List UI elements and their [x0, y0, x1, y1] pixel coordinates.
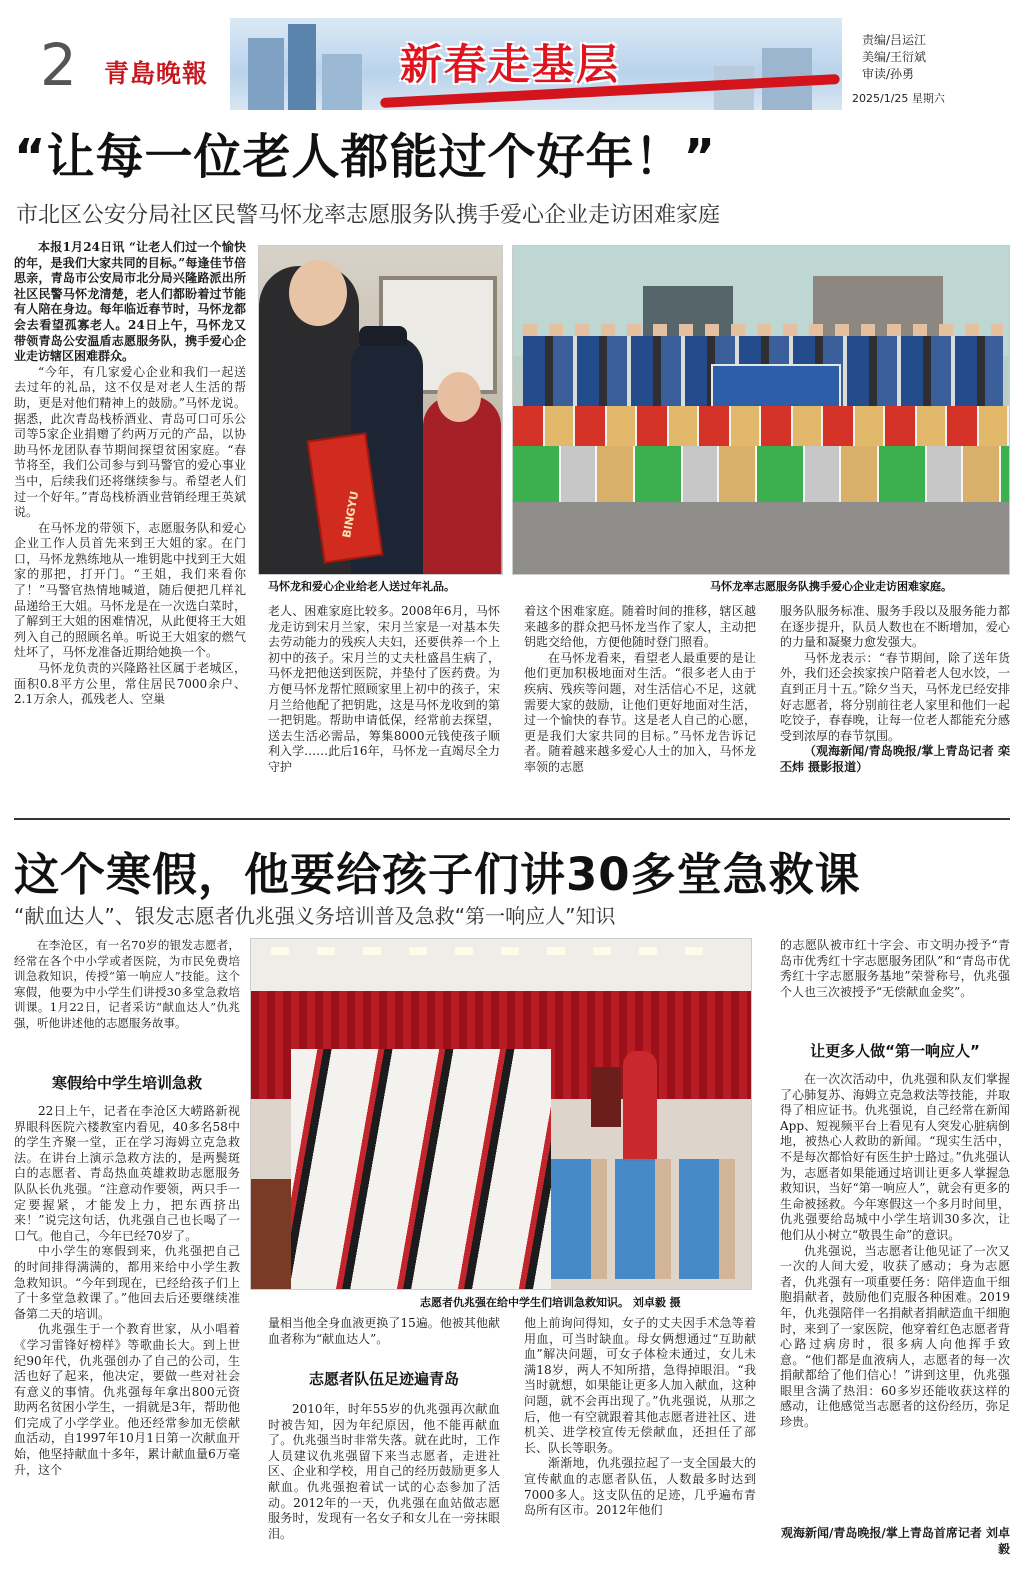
story2-column-4-top — [780, 938, 1010, 1018]
story1-paragraph: 本报1月24日讯 “让老人们过一个愉快的年，是我们大家共同的目标。”每逢佳节倍思亲，青岛市公安局市北分局兴隆路派出所社区民警马怀龙清楚，老人们都盼着过节能有人陪在身边。每年临近春节时，马怀龙都会去看望孤寡老人。24日上午，马怀龙又带领青岛公安温盾志愿服务队，携手爱心企业走访辖区困难群众。 — [14, 240, 246, 364]
story2-paragraph: 在一次次活动中，仇兆强和队友们掌握了心肺复苏、海姆立克急救法等技能，并取得了相应证书。仇兆强说，自己经常在新闻App、短视频平台上看见有人突发心脏病倒地，被热心人救助的新闻。“现实生活中，不是每次都恰好有医生护士路过。”仇兆强认为，志愿者如果能通过培训让更多人掌握急救知识，当好“第一响应人”，就会有更多的生命被拯救。今年寒假这一个多月时间里，仇兆强要给岛城中小学生培训30多次，让他们从小树立“敬畏生命”的意识。 — [780, 1072, 1010, 1242]
story2-paragraph: 22日上午，记者在李沧区大崂路新视界眼科医院六楼教室内看见，40多名58中的学生齐聚一堂，正在学习海姆立克急救法。在讲台上演示急救方法的，是两鬓斑白的志愿者、青岛热血英雄救助志愿服务队队长仇兆强。“注意动作要领，两只手一定要握紧，才能发上力，把东西挤出来！”说完这句话，仇兆强自己也长喝了一口气。他自己，今年已经70岁了。 — [14, 1104, 240, 1243]
story1-column-4 — [780, 604, 1010, 810]
editor-credits — [862, 32, 926, 83]
banner-building — [288, 24, 316, 110]
story2-section2-title: 志愿者队伍足迹遍青岛 — [308, 1370, 459, 1388]
story1-byline: （观海新闻/青岛晚报/掌上青岛记者 栾丕炜 摄影报道） — [780, 744, 1010, 774]
story2-column-3 — [524, 1316, 756, 1564]
story2-column-1 — [14, 1104, 240, 1564]
story2-paragraph: 2010年，时年55岁的仇兆强再次献血时被告知，因为年纪原因，他不能再献血了。仇兆强当时非常失落。就在此时，工作人员建议仇兆强留下来当志愿者，走进社区、企业和学校，用自己的经历鼓励更多人献血。仇兆强抱着试一试的心态参加了活动。2012年的一天，仇兆强在血站做志愿服务时，发现有一名女子和女儿在一旁抹眼泪。 — [268, 1402, 500, 1541]
story2-paragraph: 渐渐地，仇兆强拉起了一支全国最大的宣传献血的志愿者队伍，人数最多时达到7000多人。这支队伍的足迹，几乎遍布青岛所有区市。2012年他们 — [524, 1456, 756, 1518]
photo-gift-boxes — [513, 406, 1009, 446]
story2-column-4 — [780, 1072, 1010, 1524]
photo-elderly-woman — [423, 396, 501, 575]
story2-paragraph: 量相当他全身血液更换了15遍。他被其他献血者称为“献血达人”。 — [268, 1316, 500, 1346]
banner-building — [248, 38, 284, 110]
story2-headline: 这个寒假，他要给孩子们讲30多堂急救课 — [14, 848, 861, 901]
story1-paragraph: 在马怀龙的带领下，志愿服务队和爱心企业工作人员首先来到王大姐的家。在门口，马怀龙熟练地从一堆钥匙中找到王大姐家的那把，打开门。“王姐，我们来看你了！”马警官热情地喊道，随后便把几样礼品递给王大姐。马怀龙是在一次选白菜时，了解到王大姐的困难情况，从此便将王大姐列入自己的照顾名单。听说王大姐家的燃气灶坏了，马怀龙准备近期给她换一个。 — [14, 520, 246, 660]
credit-line: 责编/吕运江 — [862, 33, 927, 47]
photo-ceiling-lights — [271, 947, 731, 955]
story1-paragraph: 马怀龙负责的兴隆路社区属于老城区，面积0.8平方公里，常住居民7000余户、2.1万余人，孤残老人、空巢 — [14, 661, 246, 707]
story1-subheadline: 市北区公安分局社区民警马怀龙率志愿服务队携手爱心企业走访困难家庭 — [16, 203, 721, 228]
story1-photo1-caption: 马怀龙和爱心企业给老人送过年礼品。 — [268, 580, 455, 593]
story2-paragraph: 中小学生的寒假到来，仇兆强把自己的时间排得满满的，都用来给中小学生教急救知识。“今年到现在，已经给孩子们上了十多堂急救课了。”他回去后还要继续准备第二天的培训。 — [14, 1244, 240, 1321]
story-divider — [14, 818, 1010, 820]
story2-paragraph: 仇兆强说，当志愿者让他见证了一次又一次的人间大爱，收获了感动；身为志愿者，仇兆强有一项重要任务：陪伴造血干细胞捐献者，鼓励他们克服各种困难。2019年，仇兆强陪伴一名捐献者捐献造血干细胞时，来到了一家医院，他穿着红色志愿者背心路过病房时，很多病人向他挥手致意。“他们都是血液病人，志愿者的每一次捐献都给了他们信心！”讲到这里，仇兆强眼里含满了热泪：60多岁还能收获这样的感动，让他感觉当志愿者的这份经历，弥足珍贵。 — [780, 1243, 1010, 1430]
photo-gift-boxes — [513, 446, 1009, 502]
page-number: 2 — [40, 31, 77, 99]
photo-students — [291, 1049, 551, 1289]
story2-photo-caption: 志愿者仇兆强在给中学生们培训急救知识。 刘卓毅 摄 — [420, 1296, 681, 1309]
story2-column-2 — [268, 1402, 500, 1564]
credit-line: 审读/孙勇 — [862, 67, 915, 81]
story2-byline: 观海新闻/青岛晚报/掌上青岛首席记者 刘卓毅 — [781, 1526, 1010, 1556]
story1-photo-group — [512, 245, 1010, 575]
story2-section3-title: 让更多人做“第一响应人” — [810, 1042, 980, 1060]
story2-subheadline: “献血达人”、银发志愿者仇兆强义务培训普及急救“第一响应人”知识 — [14, 904, 616, 928]
story1-paragraph: 老人、困难家庭比较多。2008年6月，马怀龙走访到宋月兰家，宋月兰家是一对基本失去劳动能力的残疾人夫妇，还要供养一个上初中的孩子。宋月兰的丈夫杜盛昌生病了，马怀龙把他送到医院，并垫付了医药费。为方便马怀龙帮忙照顾家里上初中的孩子，宋月兰给他配了把钥匙，这是马怀龙收到的第一把钥匙。帮助申请低保，经常前去探望，送去生活必需品，筹集8000元钱使孩子顺利入学……此后16年，马怀龙一直竭尽全力守护 — [268, 604, 500, 774]
story1-column-3 — [524, 604, 756, 810]
gift-box-label: BINGYU — [340, 490, 362, 539]
photo-police-cap — [359, 326, 407, 346]
banner-building — [322, 54, 362, 110]
story1-paragraph: 着这个困难家庭。随着时间的推移，辖区越来越多的群众把马怀龙当作了家人，主动把钥匙交给他，方便他随时登门照看。 — [524, 604, 756, 650]
story1-paragraph: 马怀龙表示：“春节期间，除了送年货外，我们还会挨家挨户陪着老人包水饺，一直到正月十五。”除夕当天，马怀龙已经安排好志愿者，将分别前往老人家里和他们一起吃饺子，春春晚，让每一位老人都能充分感受到浓厚的春节氛围。 — [780, 650, 1010, 743]
photo-ground — [513, 502, 1009, 574]
photo-instructor — [623, 1051, 657, 1161]
story1-photo-gift — [258, 245, 503, 575]
story2-column-2-top — [268, 1316, 500, 1352]
story2-photo-training — [250, 938, 752, 1290]
story1-headline: “让每一位老人都能过个好年！” — [14, 129, 717, 185]
story1-paragraph: 服务队服务标准、服务手段以及服务能力都在逐步提升，队员人数也在不断增加，爱心的力量和凝聚力愈发强大。 — [780, 604, 1010, 650]
story1-paragraph: 在马怀龙看来，看望老人最重要的是让他们更加积极地面对生活。“很多老人由于疾病、残疾等问题，对生活信心不足，这就需要大家的鼓励，让他们更好地面对生活，过一个愉快的春节。这是老人自己的心愿，更是我们大家共同的目标。”马怀龙告诉记者。随着越来越多爱心人士的加入，马怀龙率领的志愿 — [524, 650, 756, 774]
story2-section1-title: 寒假给中学生培训急救 — [51, 1074, 202, 1092]
story2-intro-text: 在李沧区，有一名70岁的银发志愿者，经常在各个中小学或者医院，为市民免费培训急救知识，传授“第一响应人”技能。这个寒假，他要为中小学生们讲授30多堂急救培训课。1月22日，记者采访“献血达人”仇兆强，听他讲述他的志愿服务故事。 — [14, 938, 240, 1030]
story1-column-2 — [268, 604, 500, 810]
photo-podium — [591, 1067, 621, 1127]
issue-date: 2025/1/25 星期六 — [852, 92, 945, 105]
story2-intro — [14, 938, 240, 1062]
credit-line: 美编/王衍斌 — [862, 50, 927, 64]
photo-person-head — [289, 260, 347, 326]
story1-photo2-caption: 马怀龙率志愿服务队携手爱心企业走访困难家庭。 — [710, 580, 952, 593]
newspaper-masthead: 青島晚報 — [104, 59, 209, 88]
banner-title: 新春走基层 — [400, 40, 621, 89]
story2-paragraph: 仇兆强生于一个教育世家，从小唱着《学习雷锋好榜样》等歌曲长大。到上世纪90年代，仇兆强创办了自己的公司，生活也好了起来，他决定，要做一些对社会有意义的事情。仇兆强每年拿出800元资助两名贫困小学生，一捐就是3年，帮助他们完成了小学学业。他还经常参加无偿献血活动，自1997年10月1日第一次献血开始，他坚持献血十多年，累计献血量6万毫升，这个 — [14, 1322, 240, 1477]
story1-paragraph: “今年，有几家爱心企业和我们一起送去过年的礼品，这不仅是对老人生活的帮助，更是对他们精神上的鼓励。”马怀龙说。据悉，此次青岛栈桥酒业、青岛可口可乐公司等5家企业捐赠了约两万元的产品，以协助马怀龙团队春节期间探望贫困家庭。“春节将至，我们公司参与到马警官的爱心事业当中，后续我们还将继续参与。希望老人们过一个好年。”青岛栈桥酒业营销经理王英斌说。 — [14, 364, 246, 520]
photo-person-head — [437, 372, 481, 422]
section-banner — [230, 18, 842, 110]
story2-paragraph: 的志愿队被市红十字会、市文明办授予“青岛市优秀红十字志愿服务团队”和“青岛市优秀红十字志愿服务基地”荣誉称号，仇兆强个人也三次被授予“无偿献血金奖”。 — [780, 938, 1010, 999]
story1-column-1 — [14, 240, 246, 810]
story2-paragraph: 他上前询问得知，女子的丈夫因手术急等着用血，可当时缺血。母女俩想通过“互助献血”解决问题，可女子体检未通过，女儿未满18岁，两人不知所措，急得掉眼泪。“我当时就想，如果能让更多人加入献血，这种问题，就不会再出现了。”仇兆强说，从那之后，他一有空就跟着其他志愿者进社区、进机关、进学校宣传无偿献血，还担任了部长、队长等职务。 — [524, 1316, 756, 1455]
photo-cpr-mannequins — [551, 1159, 741, 1279]
